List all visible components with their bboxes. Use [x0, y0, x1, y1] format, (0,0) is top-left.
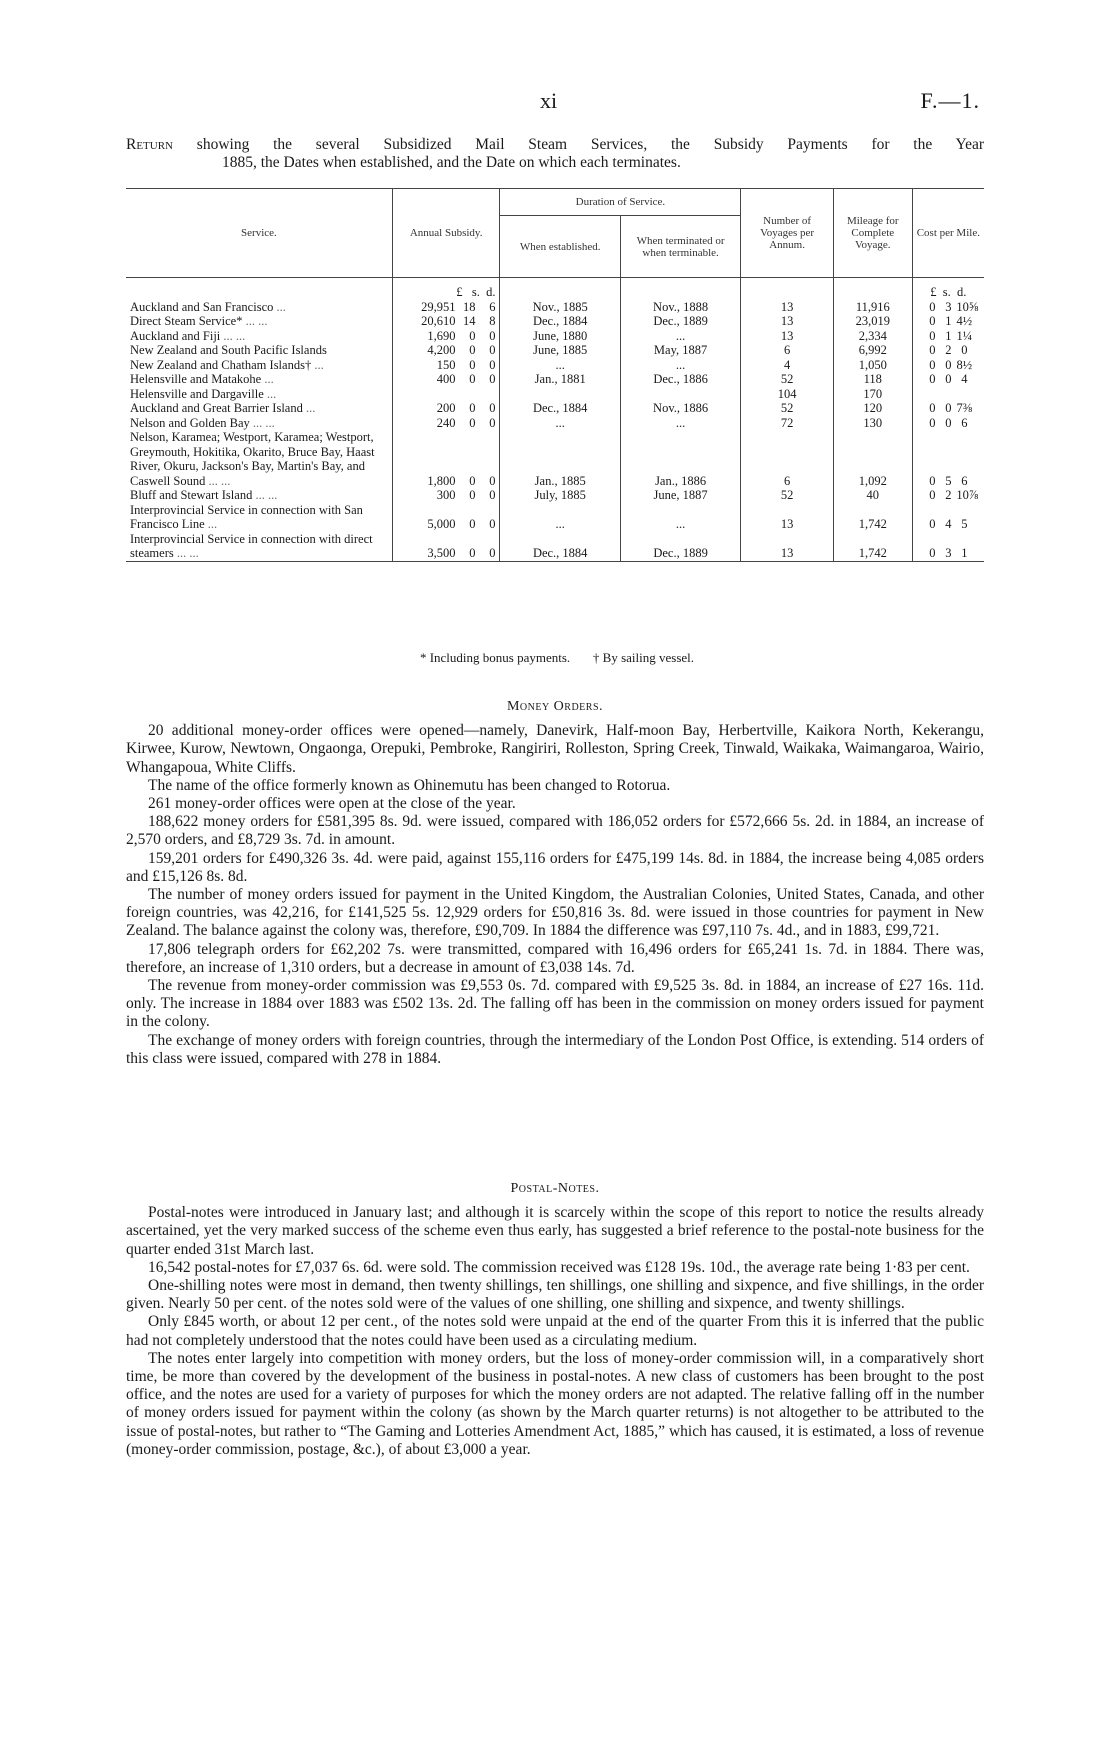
service-name: Interprovincial Service in connection with San Francisco Line ... [126, 503, 392, 532]
when-terminated: June, 1887 [620, 488, 740, 503]
annual-subsidy: 5,000 0 0 [392, 503, 500, 532]
when-terminated: Jan., 1886 [620, 430, 740, 488]
when-terminated [620, 387, 740, 402]
annual-subsidy: 300 0 0 [392, 488, 500, 503]
table-row [126, 387, 984, 402]
service-name: Auckland and Fiji ... ... [126, 329, 392, 344]
cost-per-mile: 0 3 10⅝ [929, 299, 979, 314]
caption-lead: Return [126, 136, 174, 153]
annual-subsidy: 3,500 0 0 [392, 532, 500, 562]
paragraph: 261 money-order offices were open at the close of the year. [148, 795, 516, 813]
footnote-bonus: * Including bonus payments. [419, 650, 571, 665]
mileage-complete-voyage: 2,334 [833, 329, 912, 344]
voyages-per-annum: 104 [741, 387, 834, 402]
service-name: Interprovincial Service in connection with direct steamers ... ... [126, 532, 392, 562]
service-name: Helensville and Dargaville ... [126, 387, 392, 402]
service-name: New Zealand and Chatham Islands† ... [126, 358, 392, 373]
when-established: Dec., 1884 [500, 532, 620, 562]
annual-subsidy: 400 0 0 [392, 372, 500, 387]
service-name: Nelson and Golden Bay ... ... [126, 416, 392, 431]
annual-subsidy: 150 0 0 [392, 358, 500, 373]
cost-per-mile [912, 387, 984, 402]
cost-per-mile: 0 0 6 [929, 415, 968, 430]
when-established: ... [500, 416, 620, 431]
subsidized-services-table [126, 188, 984, 562]
annual-subsidy: 4,200 0 0 [392, 343, 500, 358]
table-row [126, 358, 984, 373]
when-terminated: ... [620, 416, 740, 431]
mileage-complete-voyage: 11,916 [833, 300, 912, 315]
table-row [126, 372, 984, 387]
cost-per-mile: 0 0 8½ [929, 357, 973, 372]
voyages-per-annum: 6 [741, 343, 834, 358]
when-established: Jan., 1881 [500, 372, 620, 387]
mileage-complete-voyage: 40 [833, 488, 912, 503]
table-caption [126, 136, 984, 172]
voyages-per-annum: 13 [741, 314, 834, 329]
paragraph: 188,622 money orders for £581,395 8s. 9d. were issued, compared with 186,052 orders for £572,666 5s. 2d. in 1884, an increase of 2,570 orders, and £8,729 3s. 7d. in amount. [126, 813, 984, 849]
paragraph: 17,806 telegraph orders for £62,202 7s. were transmitted, compared with 16,496 orders for £65,241 1s. 7d. in 1884. There was, therefore, an increase of 1,310 orders, but a decrease in amount of £3,038 14s. 7d. [126, 940, 984, 976]
annual-subsidy: 200 0 0 [392, 401, 500, 416]
footnote-sailing: † By sailing vessel. [592, 650, 695, 665]
when-established [500, 387, 620, 402]
table-footnotes [0, 650, 1114, 666]
paragraph: Only £845 worth, or about 12 per cent., of the notes sold were unpaid at the end of the quarter From this it is inferred that the public had not completely understood that the notes could have been used as a circulating medium. [126, 1313, 984, 1349]
mileage-complete-voyage: 130 [833, 416, 912, 431]
table-row [126, 416, 984, 431]
cost-per-mile: 0 3 1 [929, 546, 968, 560]
mileage-complete-voyage: 120 [833, 401, 912, 416]
when-established: Jan., 1885 [500, 430, 620, 488]
mileage-complete-voyage: 1,742 [833, 532, 912, 562]
header-subsidy: Annual Subsidy. [392, 189, 500, 278]
table-row [126, 314, 984, 329]
voyages-per-annum: 52 [741, 401, 834, 416]
header-service: Service. [126, 189, 392, 278]
voyages-per-annum: 13 [741, 503, 834, 532]
caption-line-1: showing the several Subsidized Mail Steam Services, the Subsidy Payments for the Year [196, 136, 985, 153]
voyages-per-annum: 52 [741, 372, 834, 387]
postal-notes-section [126, 1180, 984, 1459]
service-name: Bluff and Stewart Island ... ... [126, 488, 392, 503]
header-mileage: Mileage for Complete Voyage. [833, 189, 912, 278]
paragraph: 20 additional money-order offices were opened—namely, Danevirk, Half-moon Bay, Herbertville, Kaikora North, Kekerangu, Kirwee, Kurow, Newtown, Ongaonga, Orepuki, Pembroke, Rangiriri, Rolleston, Spring Creek, Tinwald, Waikaka, Waimangaroa, Wairio, Whangapoua, White Cliffs. [126, 722, 984, 776]
paragraph: Postal-notes were introduced in January last; and although it is scarcely within the scope of this report to notice the results already ascertained, yet the very marked success of the scheme even thus early, has suggested a brief reference to the postal-note business for the quarter ended 31st March last. [126, 1204, 984, 1258]
mileage-complete-voyage: 118 [833, 372, 912, 387]
when-established: June, 1885 [500, 343, 620, 358]
money-orders-section [126, 698, 984, 1068]
service-name: Auckland and Great Barrier Island ... [126, 401, 392, 416]
voyages-per-annum: 13 [741, 329, 834, 344]
mileage-complete-voyage: 1,050 [833, 358, 912, 373]
service-name: Direct Steam Service* ... ... [126, 314, 392, 329]
postal-notes-heading: Postal-Notes. [510, 1181, 600, 1196]
when-established: Nov., 1885 [500, 300, 620, 315]
paragraph: One-shilling notes were most in demand, then twenty shillings, ten shillings, one shilling and sixpence, and five shillings, in the order given. Nearly 50 per cent. of the notes sold were of the values of one shilling, one shilling and sixpence, and twenty shillings. [126, 1277, 984, 1313]
header-voyages: Number of Voyages per Annum. [741, 189, 834, 278]
when-terminated: Nov., 1886 [620, 401, 740, 416]
header-cost: Cost per Mile. [912, 189, 984, 278]
service-name: New Zealand and South Pacific Islands [126, 343, 392, 358]
cost-per-mile: 0 2 10⅞ [929, 488, 979, 502]
document-reference: F.—1. [920, 88, 980, 113]
table-row [126, 300, 984, 315]
table-row [126, 503, 984, 532]
page-number: xi [540, 88, 558, 113]
mileage-complete-voyage: 1,092 [833, 430, 912, 488]
mileage-complete-voyage: 170 [833, 387, 912, 402]
when-established: Dec., 1884 [500, 314, 620, 329]
header-terminated: When terminated or when terminable. [620, 216, 740, 278]
header-established: When established. [500, 216, 620, 278]
when-established: ... [500, 358, 620, 373]
units-row: £ s. d. [392, 278, 500, 300]
when-terminated: ... [620, 503, 740, 532]
cost-per-mile: 0 4 5 [929, 517, 968, 531]
paragraph: The revenue from money-order commission was £9,553 0s. 7d. compared with £9,525 3s. 8d. in 1884, an increase of £27 16s. 11d. only. The increase in 1884 over 1883 was £502 13s. 2d. The falling off has been in the commission on money orders issued for payment in the colony. [126, 977, 984, 1031]
cost-per-mile: 0 1 4½ [929, 314, 973, 328]
paragraph: The name of the office formerly known as Ohinemutu has been changed to Rotorua. [148, 776, 671, 794]
annual-subsidy [392, 387, 500, 402]
page-header [0, 88, 1114, 118]
annual-subsidy: 1,800 0 0 [392, 430, 500, 488]
table-row [126, 343, 984, 358]
when-established: July, 1885 [500, 488, 620, 503]
table-row [126, 430, 984, 488]
voyages-per-annum: 72 [741, 416, 834, 431]
when-established: Dec., 1884 [500, 401, 620, 416]
when-terminated: Dec., 1889 [620, 314, 740, 329]
when-terminated: Dec., 1889 [620, 532, 740, 562]
caption-line-2: 1885, the Dates when established, and the Date on which each terminates. [222, 154, 681, 171]
table-row [126, 329, 984, 344]
paragraph: 16,542 postal-notes for £7,037 6s. 6d. were sold. The commission received was £128 19s. 10d., the average rate being 1·83 per cent. [148, 1258, 970, 1276]
voyages-per-annum: 52 [741, 488, 834, 503]
cost-per-mile: 0 2 0 [929, 343, 968, 357]
cost-units: £ s. d. [930, 285, 967, 299]
when-terminated: May, 1887 [620, 343, 740, 358]
voyages-per-annum: 13 [741, 532, 834, 562]
service-name: Auckland and San Francisco ... [126, 300, 392, 315]
cost-per-mile: 0 0 4 [929, 372, 968, 386]
service-name: Helensville and Matakohe ... [126, 372, 392, 387]
when-established: ... [500, 503, 620, 532]
paragraph: The notes enter largely into competition with money orders, but the loss of money-order commission will, in a comparatively short time, be more than covered by the development of the business in postal-notes. A new class of customers has been brought to the post office, and the notes are used for a variety of purposes for which the money orders are not adapted. The relative falling off in the number of money orders issued for payment within the colony (as shown by the March quarter returns) is not altogether to be attributed to the issue of postal-notes, but rather to “The Gaming and Lotteries Amendment Act, 1885,” which has caused, it is estimated, a loss of revenue (money-order commission, postage, &c.), of about £3,000 a year. [126, 1349, 984, 1458]
annual-subsidy: 1,690 0 0 [392, 329, 500, 344]
voyages-per-annum: 4 [741, 358, 834, 373]
annual-subsidy: 29,951 18 6 [392, 300, 500, 315]
money-orders-heading: Money Orders. [506, 699, 604, 714]
cost-per-mile: 0 0 7⅜ [929, 401, 973, 415]
when-terminated: Dec., 1886 [620, 372, 740, 387]
header-duration: Duration of Service. [500, 189, 741, 216]
paragraph: The number of money orders issued for payment in the United Kingdom, the Australian Colonies, United States, Canada, and other foreign countries, was 42,216, for £141,525 5s. 12,929 orders for £50,816 3s. 8d. were issued in those countries for payment in New Zealand. The balance against the colony was, therefore, £90,709. In 1884 the difference was £97,110 7s. 4d., and in 1883, £99,721. [126, 886, 984, 940]
paragraph: 159,201 orders for £490,326 3s. 4d. were paid, against 155,116 orders for £475,199 14s. 8d. in 1884, the increase being 4,085 orders and £15,126 8s. 8d. [126, 849, 984, 885]
when-established: June, 1880 [500, 329, 620, 344]
voyages-per-annum: 13 [741, 300, 834, 315]
cost-per-mile: 0 5 6 [929, 473, 968, 488]
service-name: Nelson, Karamea; Westport, Karamea; Westport, Greymouth, Hokitika, Okarito, Bruce Bay, Haast River, Okuru, Jackson's Bay, Martin's Bay, and Caswell Sound ... ... [126, 430, 392, 488]
voyages-per-annum: 6 [741, 430, 834, 488]
table-row [126, 401, 984, 416]
table-row [126, 488, 984, 503]
mileage-complete-voyage: 1,742 [833, 503, 912, 532]
paragraph: The exchange of money orders with foreign countries, through the intermediary of the London Post Office, is extending. 514 orders of this class were issued, compared with 278 in 1884. [126, 1031, 984, 1067]
table-body [126, 278, 984, 562]
cost-per-mile: 0 1 1¼ [929, 328, 973, 343]
when-terminated: ... [620, 329, 740, 344]
annual-subsidy: 240 0 0 [392, 416, 500, 431]
when-terminated: Nov., 1888 [620, 300, 740, 315]
mileage-complete-voyage: 23,019 [833, 314, 912, 329]
table-row [126, 532, 984, 562]
mileage-complete-voyage: 6,992 [833, 343, 912, 358]
annual-subsidy: 20,610 14 8 [392, 314, 500, 329]
when-terminated: ... [620, 358, 740, 373]
